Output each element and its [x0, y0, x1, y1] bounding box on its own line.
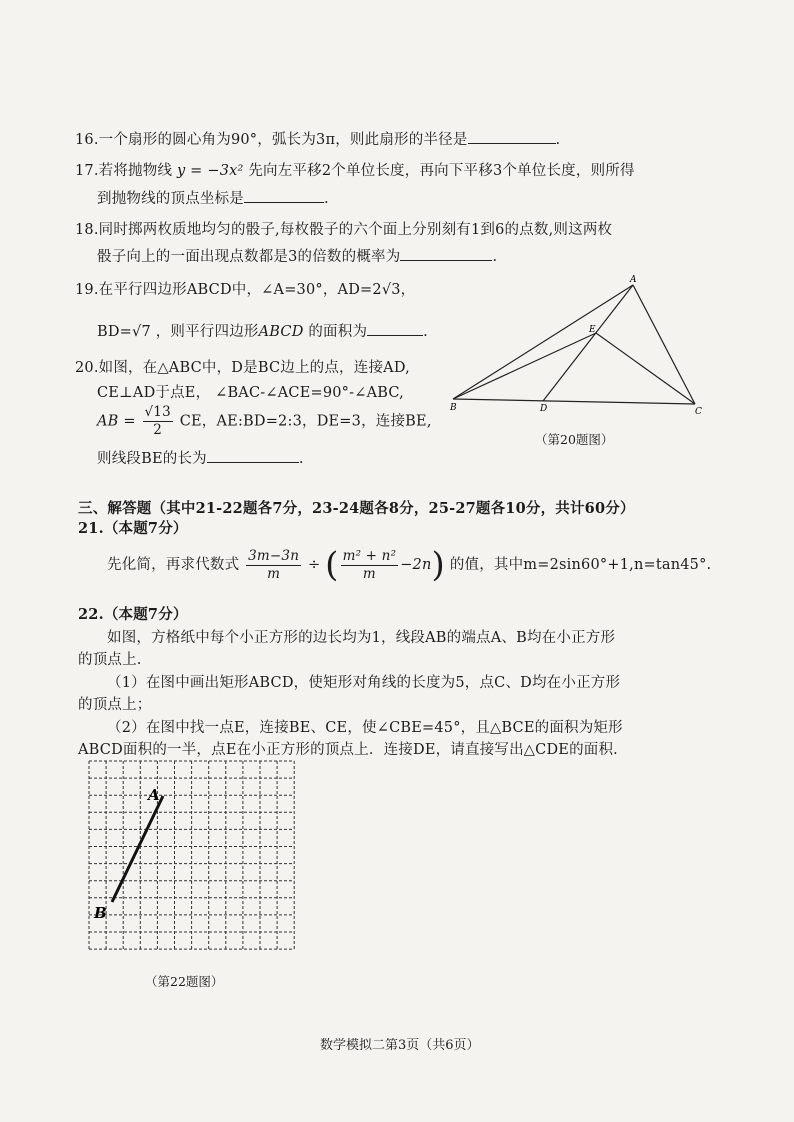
label-A: A: [148, 786, 160, 804]
question-21-body: 先化简，再求代数式 $\frac{3m-3n}{m}$ ÷ ( $\frac{\text{m² + n²}}{m}$ −2n) 的值，其中m=2sin60°+1,n=tan45°.: [107, 545, 712, 585]
q22-p3: （1）在图中画出矩形ABCD，使矩形对角线的长度为5，点C、D均在小正方形: [107, 675, 621, 691]
label-C: C: [695, 407, 702, 417]
q22-p4: 的顶点上；: [78, 697, 152, 713]
q18-answer-blank[interactable]: [400, 247, 492, 261]
segment-CE: [596, 333, 695, 404]
q22-caption: （第22题图）: [145, 974, 224, 989]
q20-fraction: $\frac{√13}{2}$: [144, 404, 171, 438]
q22-p2: 的顶点上.: [78, 652, 142, 668]
q17-formula: y = −3x²: [176, 163, 249, 179]
question-17: 17.若将抛物线 y = −3x² 先向左平移2个单位长度，再向下平移3个单位长度，则所得: [75, 163, 635, 179]
question-20-line4: 则线段BE的长为 .: [97, 451, 304, 467]
question-18: 18.同时掷两枚质地均匀的骰子,每枚骰子的六个面上分别刻有1到6的点数,则这两枚: [75, 222, 613, 238]
q21-title: 21.（本题7分）: [78, 520, 188, 537]
label-A: A: [630, 275, 637, 285]
q16-answer-blank[interactable]: [468, 130, 556, 144]
q22-p6: ABCD面积的一半，点E在小正方形的顶点上．连接DE，请直接写出△CDE的面积.: [78, 742, 618, 758]
q22-p5: （2）在图中找一点E，连接BE、CE，使∠CBE=45°，且△BCE的面积为矩形: [107, 720, 623, 736]
q22-grid-figure[interactable]: [86, 758, 298, 960]
q22-p1: 如图，方格纸中每个小正方形的边长均为1，线段AB的端点A、B均在小正方形: [107, 630, 616, 646]
label-B: B: [94, 904, 107, 922]
question-18-line2: 骰子向上的一面出现点数都是3的倍数的概率为 .: [97, 249, 498, 265]
segment-AC: [633, 285, 695, 404]
page-footer: 数学模拟二第3页（共6页）: [320, 1038, 480, 1053]
q20-answer-blank[interactable]: [207, 449, 299, 463]
label-E: E: [589, 325, 596, 335]
q22-title: 22.（本题7分）: [78, 606, 188, 623]
question-20-line3: AB = $\frac{√13}{2}$ CE，AE:BD=2:3，DE=3，连接BE,: [97, 404, 432, 438]
question-20: 20.如图，在△ABC中，D是BC边上的点，连接AD,: [75, 360, 410, 376]
segment-AB: [453, 285, 633, 399]
q16-text: 16.一个扇形的圆心角为90°，弧长为3π，则此扇形的半径是: [75, 132, 468, 148]
q21-fraction-2: $\frac{\text{m² + n²}}{m}$: [342, 547, 397, 582]
q19-answer-blank[interactable]: [367, 322, 423, 336]
question-16: 16.一个扇形的圆心角为90°，弧长为3π，则此扇形的半径是 .: [75, 132, 561, 148]
segment-BC: [453, 399, 695, 404]
label-B: B: [450, 403, 457, 413]
question-17-line2: 到抛物线的顶点坐标是 .: [97, 191, 329, 207]
q20-triangle-figure: [445, 272, 715, 417]
question-20-line2: CE⊥AD于点E， ∠BAC-∠ACE=90°-∠ABC,: [97, 385, 404, 401]
grid-lines: [89, 761, 294, 949]
segment-BE: [453, 333, 596, 399]
question-19-line2: BD=√7 ，则平行四边形ABCD 的面积为 .: [97, 324, 428, 340]
q17-answer-blank[interactable]: [244, 189, 324, 203]
q20-caption: （第20题图）: [535, 432, 614, 447]
question-19: 19.在平行四边形ABCD中，∠A=30°，AD=2√3，: [75, 282, 416, 298]
section-3-heading: 三、解答题（其中21-22题各7分，23-24题各8分，25-27题各10分，共计60分）: [78, 500, 635, 517]
segment-AD: [543, 285, 633, 401]
label-D: D: [540, 404, 548, 414]
q21-fraction-1: $\frac{3m-3n}{m}$: [248, 547, 300, 582]
